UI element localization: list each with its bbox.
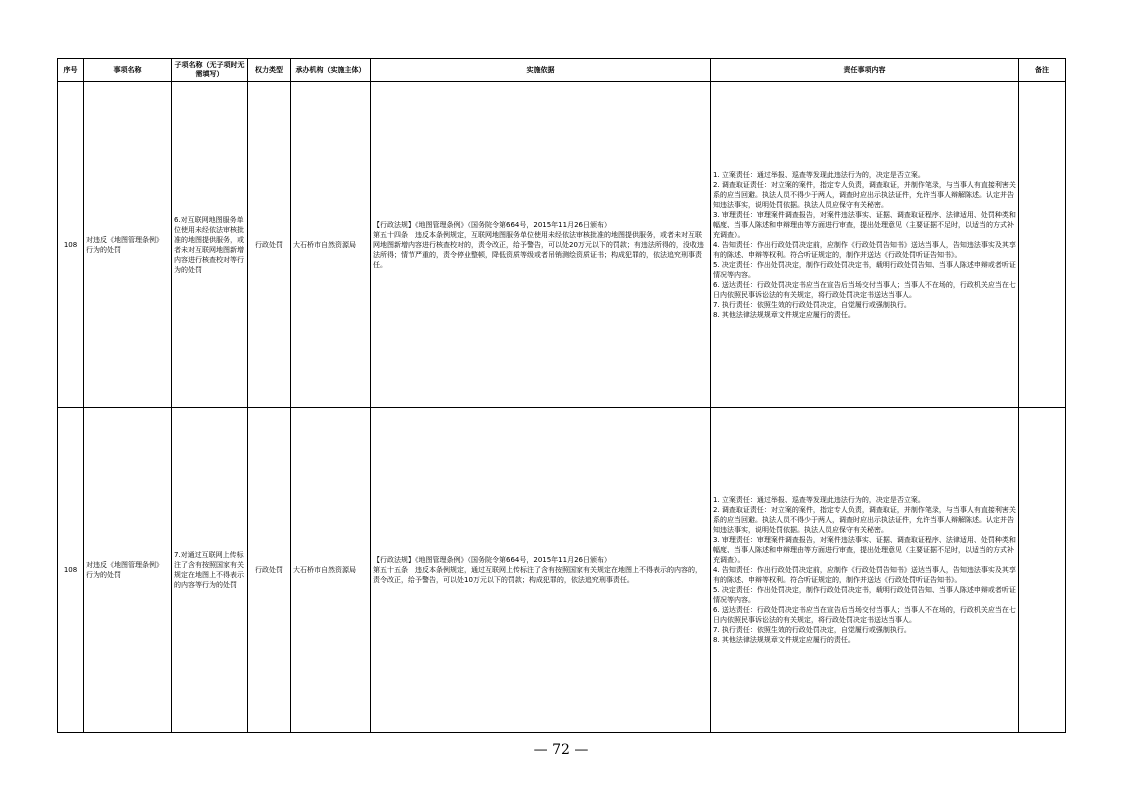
cell-responsibilities xyxy=(711,408,1019,733)
header-power-type: 权力类型 xyxy=(248,59,291,82)
table-row xyxy=(58,408,1066,733)
header-agency: 承办机构（实施主体） xyxy=(291,59,371,82)
responsibility-item: 4. 告知责任：作出行政处罚决定前，应制作《行政处罚告知书》送达当事人，告知违法事实及其享有的陈述、申辩等权利。符合听证规定的，制作并送达《行政处罚听证告知书》。 xyxy=(713,240,1016,259)
cell-basis xyxy=(371,82,711,408)
responsibility-item: 8. 其他法律法规规章文件规定应履行的责任。 xyxy=(713,310,855,319)
cell-agency: 大石桥市自然资源局 xyxy=(291,408,371,733)
cell-power-type: 行政处罚 xyxy=(248,408,291,733)
cell-seq: 108 xyxy=(58,82,84,408)
header-remarks: 备注 xyxy=(1019,59,1066,82)
page-number: — 72 — xyxy=(533,742,589,758)
responsibility-item: 7. 执行责任：依照生效的行政处罚决定，自觉履行或强制执行。 xyxy=(713,626,911,634)
cell-item-name: 对违反《地图管理条例》行为的处罚 xyxy=(84,408,172,733)
responsibility-item: 7. 执行责任：依照生效的行政处罚决定，自觉履行或强制执行。 xyxy=(713,300,911,309)
responsibility-item: 3. 审理责任：审理案件调查报告，对案件违法事实、证据、调查取证程序、法律适用、处罚种类和幅度、当事人陈述和申辩理由等方面进行审查，提出处理意见（主要证据不足时，以适当的方式补充调查）。 xyxy=(713,536,1016,564)
responsibility-item: 2. 调查取证责任：对立案的案件，指定专人负责，调查取证，并制作笔录，与当事人有直接利害关系的应当回避。执法人员不得少于两人，调查时应出示执法证件，允许当事人辩解陈述。认定并告知违法事实，说明处罚依据。执法人员应保守有关秘密。 xyxy=(713,506,1016,534)
cell-basis xyxy=(371,408,711,733)
responsibility-item: 8. 其他法律法规规章文件规定应履行的责任。 xyxy=(713,636,855,644)
cell-item-name: 对违反《地图管理条例》行为的处罚 xyxy=(84,82,172,408)
cell-agency: 大石桥市自然资源局 xyxy=(291,82,371,408)
responsibility-item: 4. 告知责任：作出行政处罚决定前，应制作《行政处罚告知书》送达当事人，告知违法事实及其享有的陈述、申辩等权利。符合听证规定的，制作并送达《行政处罚听证告知书》。 xyxy=(713,566,1016,584)
cell-seq: 108 xyxy=(58,408,84,733)
cell-responsibilities xyxy=(711,82,1019,408)
responsibility-item: 2. 调查取证责任：对立案的案件，指定专人负责，调查取证，并制作笔录，与当事人有直接利害关系的应当回避。执法人员不得少于两人，调查时应出示执法证件，允许当事人辩解陈述。认定并告知违法事实，说明处罚依据。执法人员应保守有关秘密。 xyxy=(713,180,1016,209)
header-basis: 实施依据 xyxy=(371,59,711,82)
header-responsibilities: 责任事项内容 xyxy=(711,59,1019,82)
cell-remarks xyxy=(1019,82,1066,408)
responsibility-item: 5. 决定责任：作出处罚决定，制作行政处罚决定书，载明行政处罚告知、当事人陈述申辩或者听证情况等内容。 xyxy=(713,586,1016,604)
responsibility-item: 6. 送达责任：行政处罚决定书应当在宣告后当场交付当事人；当事人不在场的，行政机关应当在七日内依照民事诉讼法的有关规定，将行政处罚决定书送达当事人。 xyxy=(713,280,1016,299)
header-item-name: 事项名称 xyxy=(84,59,172,82)
table-header-row xyxy=(58,59,1066,82)
responsibility-item: 1. 立案责任：通过举报、巡查等发现此违法行为的，决定是否立案。 xyxy=(713,170,925,179)
basis-source: 【行政法规】《地图管理条例》（国务院令第664号，2015年11月26日颁布） xyxy=(373,556,611,564)
responsibility-item: 1. 立案责任：通过举报、巡查等发现此违法行为的，决定是否立案。 xyxy=(713,496,925,504)
responsibility-item: 6. 送达责任：行政处罚决定书应当在宣告后当场交付当事人；当事人不在场的，行政机关应当在七日内依照民事诉讼法的有关规定，将行政处罚决定书送达当事人。 xyxy=(713,606,1016,624)
cell-power-type: 行政处罚 xyxy=(248,82,291,408)
basis-article: 第五十四条 违反本条例规定，互联网地图服务单位使用未经依法审核批准的地图提供服务，或者未对互联网地图新增内容进行核查校对的，责令改正，给予警告，可以处20万元以下的罚款；有违法所得的，没收违法所得；情节严重的，责令停业整顿，降低资质等级或者吊销测绘资质证书；构成犯罪的，依法追究刑事责任。 xyxy=(373,230,704,269)
cell-sub-item: 7.对通过互联网上传标注了含有按照国家有关规定在地图上不得表示的内容等行为的处罚 xyxy=(172,408,248,733)
power-list-table xyxy=(57,58,1066,733)
cell-remarks xyxy=(1019,408,1066,733)
table-row xyxy=(58,82,1066,408)
basis-article: 第五十五条 违反本条例规定，通过互联网上传标注了含有按照国家有关规定在地图上不得表示的内容的，责令改正，给予警告，可以处10万元以下的罚款；构成犯罪的，依法追究刑事责任。 xyxy=(373,566,702,584)
power-list-table-wrap xyxy=(57,58,1065,733)
header-sub-item: 子项名称（无子项时无需填写） xyxy=(172,59,248,82)
responsibility-item: 3. 审理责任：审理案件调查报告，对案件违法事实、证据、调查取证程序、法律适用、处罚种类和幅度、当事人陈述和申辩理由等方面进行审查，提出处理意见（主要证据不足时，以适当的方式补充调查）。 xyxy=(713,210,1016,239)
header-seq: 序号 xyxy=(58,59,84,82)
basis-source: 【行政法规】《地图管理条例》（国务院令第664号，2015年11月26日颁布） xyxy=(373,220,611,229)
cell-sub-item: 6.对互联网地图服务单位使用未经依法审核批准的地图提供服务，或者未对互联网地图新增内容进行核查校对等行为的处罚 xyxy=(172,82,248,408)
responsibility-item: 5. 决定责任：作出处罚决定，制作行政处罚决定书，载明行政处罚告知、当事人陈述申辩或者听证情况等内容。 xyxy=(713,260,1016,279)
